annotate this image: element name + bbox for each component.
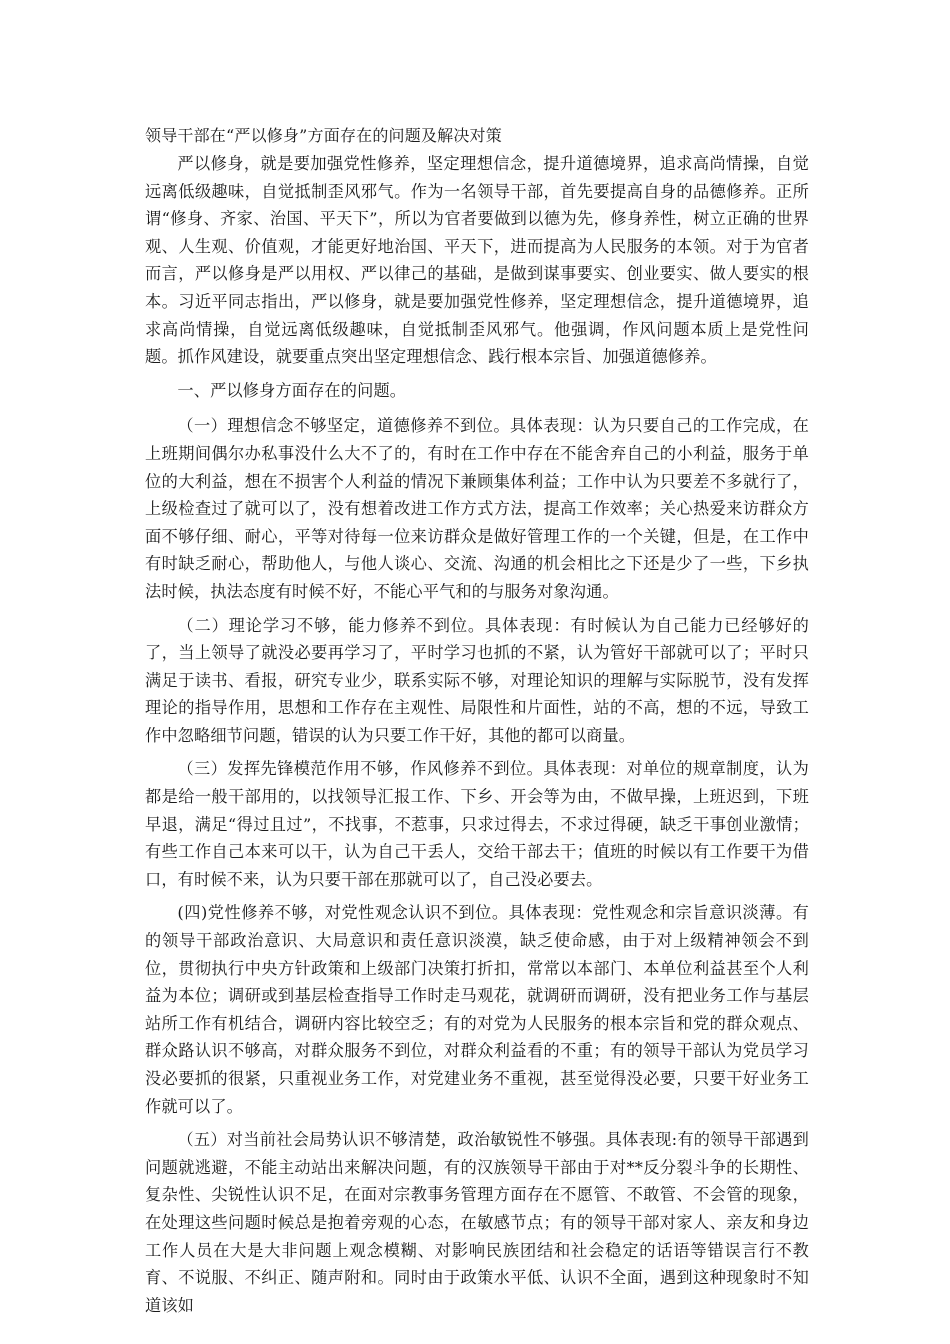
paragraph-item-2: （二）理论学习不够，能力修养不到位。具体表现：有时候认为自己能力已经够好的了，当上领导了就没必要再学习了，平时学习也抓的不紧，认为管好干部就可以了；平时只满足于读书、看报，研究专业少，联系实际不够，对理论知识的理解与实际脱节，没有发挥理论的指导作用，思想和工作存在主观性、局限性和片面性，站的不高，想的不远，导致工作中忽略细节问题，错误的认为只要工作干好，其他的都可以商量。 xyxy=(145,615,809,745)
paragraph-item-5: （五）对当前社会局势认识不够清楚，政治敏锐性不够强。具体表现:有的领导干部遇到问题就逃避，不能主动站出来解决问题，有的汉族领导干部由于对**反分裂斗争的长期性、复杂性、尖锐性认识不足，在面对宗教事务管理方面存在不愿管、不敢管、不会管的现象，在处理这些问题时候总是抱着旁观的心态，在敏感节点；有的领导干部对家人、亲友和身边工作人员在大是大非问题上观念模糊、对影响民族团结和社会稳定的话语等错误言行不教育、不说服、不纠正、随声附和。同时由于政策水平低、认识不全面，遇到这种现象时不知道该如 xyxy=(145,1130,809,1315)
section-heading-problems: 一、严以修身方面存在的问题。 xyxy=(177,380,407,400)
paragraph-item-1: （一）理想信念不够坚定，道德修养不到位。具体表现：认为只要自己的工作完成，在上班期间偶尔办私事没什么大不了的，有时在工作中存在不能舍弃自己的小利益，服务于单位的大利益，想在不损害个人利益的情况下兼顾集体利益；工作中认为只要差不多就行了，上级检查过了就可以了，没有想着改进工作方式方法，提高工作效率；关心热爱来访群众方面不够仔细、耐心，平等对待每一位来访群众是做好管理工作的一个关键，但是，在工作中有时缺乏耐心，帮助他人，与他人谈心、交流、沟通的机会相比之下还是少了一些，下乡执法时候，执法态度有时候不好，不能心平气和的与服务对象沟通。 xyxy=(145,416,809,601)
document-title: 领导干部在“严以修身”方面存在的问题及解决对策 xyxy=(145,126,502,145)
document-page xyxy=(145,122,809,1325)
paragraph-intro: 严以修身，就是要加强党性修养，坚定理想信念，提升道德境界，追求高尚情操，自觉远离低级趣味，自觉抵制歪风邪气。作为一名领导干部，首先要提高自身的品德修养。正所谓“修身、齐家、治国、平天下”，所以为官者要做到以德为先，修身养性，树立正确的世界观、人生观、价值观，才能更好地治国、平天下，进而提高为人民服务的本领。对于为官者而言，严以修身是严以用权、严以律己的基础，是做到谋事要实、创业要实、做人要实的根本。习近平同志指出，严以修身，就是要加强党性修养，坚定理想信念，提升道德境界，追求高尚情操，自觉远离低级趣味，自觉抵制歪风邪气。他强调，作风问题本质上是党性问题。抓作风建设，就要重点突出坚定理想信念、践行根本宗旨、加强道德修养。 xyxy=(145,154,809,367)
paragraph-item-4: (四)党性修养不够，对党性观念认识不到位。具体表现：党性观念和宗旨意识淡薄。有的领导干部政治意识、大局意识和责任意识淡漠，缺乏使命感，由于对上级精神领会不到位，贯彻执行中央方针政策和上级部门决策打折扣，常常以本部门、本单位利益甚至个人利益为本位；调研或到基层检查指导工作时走马观花，就调研而调研，没有把业务工作与基层站所工作有机结合，调研内容比较空乏；有的对党为人民服务的根本宗旨和党的群众观点、群众路认识不够高，对群众服务不到位，对群众利益看的不重；有的领导干部认为党员学习没必要抓的很紧，只重视业务工作，对党建业务不重视，甚至觉得没必要，只要干好业务工作就可以了。 xyxy=(145,903,809,1116)
paragraph-item-3: （三）发挥先锋模范作用不够，作风修养不到位。具体表现：对单位的规章制度，认为都是给一般干部用的，以找领导汇报工作、下乡、开会等为由，不做早操，上班迟到，下班早退，满足“得过且过”，不找事，不惹事，只求过得去，不求过得硬，缺乏干事创业激情；有些工作自己本来可以干，认为自己干丢人，交给干部去干；值班的时候以有工作要干为借口，有时候不来，认为只要干部在那就可以了，自己没必要去。 xyxy=(145,759,809,889)
